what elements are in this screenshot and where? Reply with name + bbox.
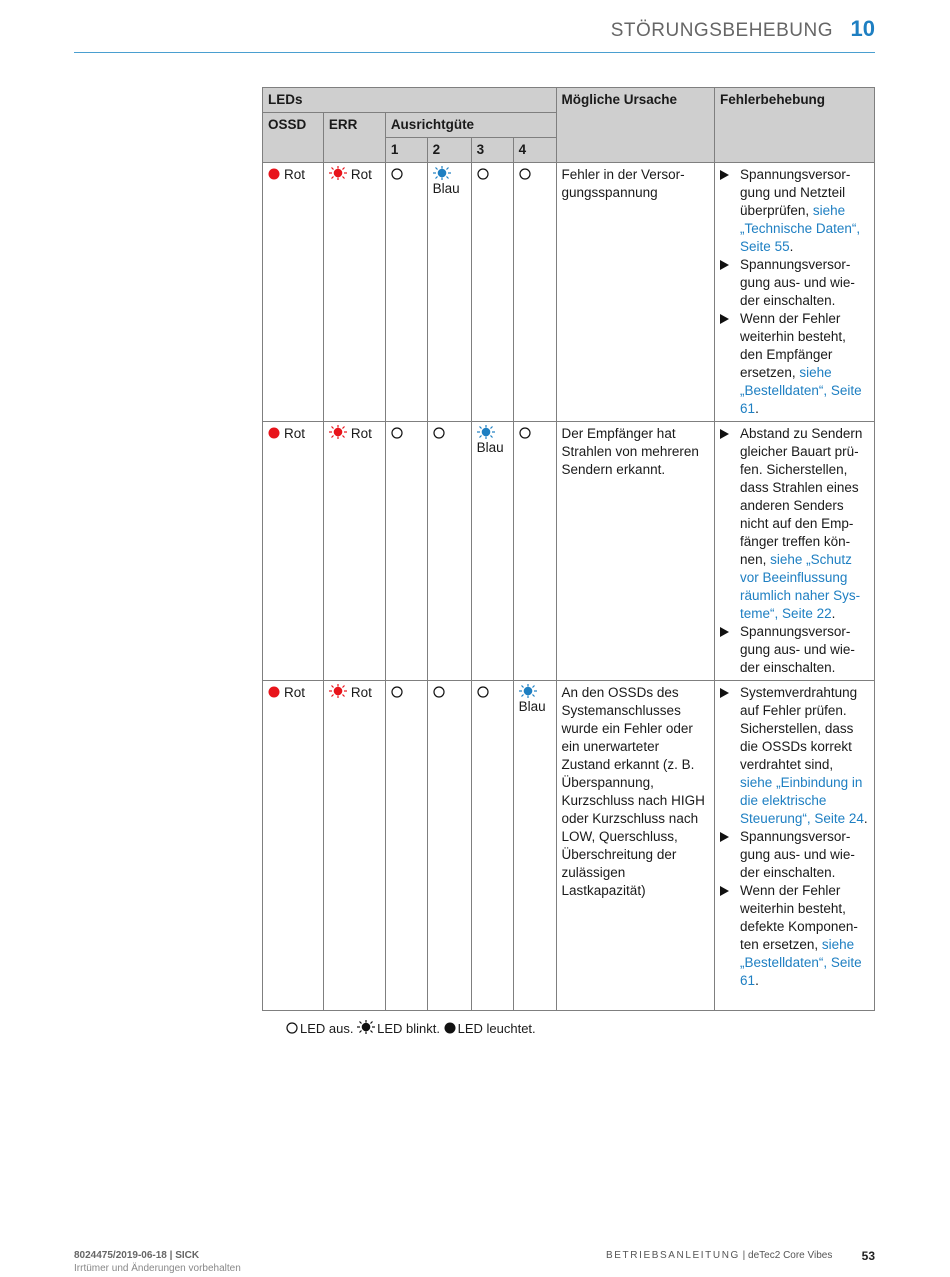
led-legend: LED aus. LED blinkt. LED leuchtet. [286, 1020, 536, 1036]
align-3-cell [471, 163, 513, 422]
align-1-cell [385, 681, 427, 1011]
led-off-icon [286, 1022, 298, 1034]
led-off-icon [391, 686, 403, 698]
led-blink-red-icon [329, 684, 347, 698]
cross-reference-link[interactable]: siehe „Einbindung in die elektrische Steuerung“, Seite 24 [740, 775, 864, 826]
led-blink-blue-icon [433, 166, 451, 180]
align-led-label: Blau [518, 699, 546, 714]
col-header-err: ERR [323, 113, 385, 163]
fix-step: Spannungsversorgung aus- und wieder einschalten. [720, 828, 869, 882]
fix-step: Wenn der Fehler weiterhin besteht, den Empfänger ersetzen, siehe „Bestelldaten“, Seite 61. [720, 310, 869, 418]
led-on-icon [444, 1022, 456, 1034]
footer-product: deTec2 Core Vibes [748, 1250, 833, 1261]
col-header-align-3: 3 [471, 138, 513, 163]
cross-reference-link[interactable]: siehe „Schutz vor Beeinflussung räumlich naher Systeme“, Seite 22 [740, 552, 861, 621]
cause-cell: Der Empfänger hat Strahlen von mehreren Sendern erkannt. [556, 422, 715, 681]
col-header-align-4: 4 [513, 138, 556, 163]
triangle-right-icon [720, 429, 729, 439]
led-off-icon [433, 686, 445, 698]
led-off-icon [477, 686, 489, 698]
cross-reference-link[interactable]: siehe „Technische Daten“, Seite 55 [740, 203, 861, 254]
ossd-cell: Rot [263, 681, 324, 1011]
chapter-title: STÖRUNGSBEHEBUNG [610, 20, 833, 41]
align-1-cell [385, 163, 427, 422]
led-off-icon [477, 168, 489, 180]
fix-step: Abstand zu Sendern gleicher Bauart prüfen. Sicherstellen, dass Strahlen eines anderen Senders nicht auf den Empfänger treffen können, siehe „Schutz vor Beeinflussung räumlich naher Systeme“, Seite 22. [720, 425, 869, 623]
led-blink-red-icon [329, 425, 347, 439]
table-row [263, 422, 875, 681]
triangle-right-icon [720, 832, 729, 842]
align-1-cell [385, 422, 427, 681]
led-blink-icon [357, 1020, 375, 1034]
align-4-cell [513, 422, 556, 681]
troubleshooting-table [262, 87, 875, 1011]
led-blink-blue-icon [519, 684, 537, 698]
led-off-icon [433, 427, 445, 439]
page-number: 53 [861, 1249, 875, 1263]
footer-doc-info [74, 1249, 241, 1275]
fix-cell [715, 163, 875, 422]
led-off-icon [519, 168, 531, 180]
ossd-cell: Rot [263, 163, 324, 422]
align-4-cell [513, 163, 556, 422]
triangle-right-icon [720, 688, 729, 698]
col-header-cause: Mögliche Ursache [556, 88, 715, 163]
align-2-cell [427, 681, 471, 1011]
footer-note: Irrtümer und Änderungen vorbehalten [74, 1263, 241, 1274]
ossd-cell: Rot [263, 422, 324, 681]
triangle-right-icon [720, 886, 729, 896]
align-4-cell [513, 681, 556, 1011]
col-header-fix: Fehlerbehebung [715, 88, 875, 163]
chapter-number: 10 [850, 16, 875, 41]
col-header-align-2: 2 [427, 138, 471, 163]
align-led-label: Blau [476, 440, 504, 455]
led-on-red-icon [268, 427, 280, 439]
cause-cell: An den OSSDs des Systemanschlusses wurde ein Fehler oder ein unerwarteter Zustand erkannt (z. B. Überspannung, Kurzschluss nach HIGH oder Kurzschluss nach LOW, Querschluss, Überschreitung der zulässigen Lastkapazität) [556, 681, 715, 1011]
align-2-cell [427, 422, 471, 681]
fix-step: Wenn der Fehler weiterhin besteht, defekte Komponenten ersetzen, siehe „Bestelldaten“, Seite 61. [720, 882, 869, 990]
err-cell: Rot [323, 681, 385, 1011]
page-header [74, 14, 875, 53]
footer-manual: BETRIEBSANLEITUNG | deTec2 Core Vibes [606, 1250, 833, 1261]
led-on-red-icon [268, 168, 280, 180]
align-3-cell [471, 422, 513, 681]
fix-step: Spannungsversorgung aus- und wieder einschalten. [720, 623, 869, 677]
led-off-icon [391, 427, 403, 439]
cross-reference-link[interactable]: siehe „Bestelldaten“, Seite 61 [740, 365, 862, 416]
col-header-leds: LEDs [263, 88, 557, 113]
led-off-icon [519, 427, 531, 439]
align-2-cell [427, 163, 471, 422]
footer-manual-label: BETRIEBSANLEITUNG [606, 1250, 740, 1261]
led-blink-red-icon [329, 166, 347, 180]
triangle-right-icon [720, 170, 729, 180]
col-header-alignment: Ausrichtgüte [385, 113, 556, 138]
fix-step: Spannungsversorgung aus- und wieder einschalten. [720, 256, 869, 310]
cross-reference-link[interactable]: siehe „Bestelldaten“, Seite 61 [740, 937, 862, 988]
col-header-align-1: 1 [385, 138, 427, 163]
col-header-ossd: OSSD [263, 113, 324, 163]
led-blink-blue-icon [477, 425, 495, 439]
table-row [263, 163, 875, 422]
err-cell: Rot [323, 422, 385, 681]
fix-cell [715, 422, 875, 681]
triangle-right-icon [720, 260, 729, 270]
triangle-right-icon [720, 627, 729, 637]
align-3-cell [471, 681, 513, 1011]
led-off-icon [391, 168, 403, 180]
cause-cell: Fehler in der Versorgungsspannung [556, 163, 715, 422]
led-on-red-icon [268, 686, 280, 698]
fix-step: Systemverdrahtung auf Fehler prüfen. Sicherstellen, dass die OSSDs korrekt verdrahtet sind, siehe „Einbindung in die elektrische Steuerung“, Seite 24. [720, 684, 869, 828]
fix-cell [715, 681, 875, 1011]
table-row [263, 681, 875, 1011]
footer-doc-number: 8024475/2019-06-18 | SICK [74, 1250, 200, 1261]
triangle-right-icon [720, 314, 729, 324]
fix-step: Spannungsversorgung und Netzteil überprüfen, siehe „Technische Daten“, Seite 55. [720, 166, 869, 256]
err-cell: Rot [323, 163, 385, 422]
align-led-label: Blau [432, 181, 460, 196]
